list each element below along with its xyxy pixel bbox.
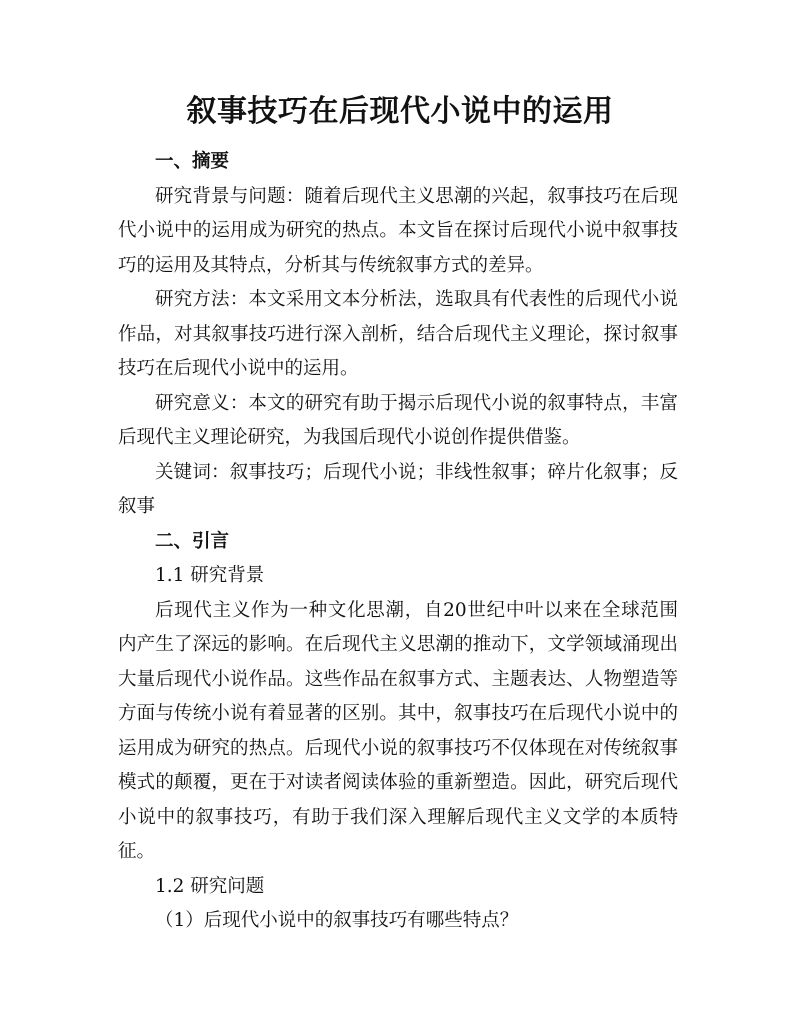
research-questions-heading: 1.2 研究问题 <box>155 875 265 897</box>
abstract-background-paragraph: 研究背景与问题：随着后现代主义思潮的兴起，叙事技巧在后现代小说中的运用成为研究的热点。本文旨在探讨后现代小说中叙事技巧的运用及其特点，分析其与传统叙事方式的差异。 <box>118 185 678 276</box>
research-background-paragraph: 后现代主义作为一种文化思潮，自20世纪中叶以来在全球范围内产生了深远的影响。在后现代主义思潮的推动下，文学领域涌现出大量后现代小说作品。这些作品在叙事方式、主题表达、人物塑造等方面与传统小说有着显著的区别。其中，叙事技巧在后现代小说中的运用成为研究的热点。后现代小说的叙事技巧不仅体现在对传统叙事模式的颠覆，更在于对读者阅读体验的重新塑造。因此，研究后现代小说中的叙事技巧，有助于我们深入理解后现代主义文学的本质特征。 <box>118 599 678 862</box>
abstract-keywords: 关键词：叙事技巧；后现代小说；非线性叙事；碎片化叙事；反叙事 <box>118 461 678 517</box>
introduction-heading: 二、引言 <box>155 530 230 552</box>
abstract-heading: 一、摘要 <box>155 151 230 172</box>
document-body <box>118 145 678 939</box>
abstract-method-paragraph: 研究方法：本文采用文本分析法，选取具有代表性的后现代小说作品，对其叙事技巧进行深入剖析，结合后现代主义理论，探讨叙事技巧在后现代小说中的运用。 <box>118 289 678 379</box>
research-question-item: （1）后现代小说中的叙事技巧有哪些特点？ <box>155 910 519 931</box>
document-title: 叙事技巧在后现代小说中的运用 <box>186 94 614 129</box>
abstract-significance-paragraph: 研究意义：本文的研究有助于揭示后现代小说的叙事特点，丰富后现代主义理论研究，为我国后现代小说创作提供借鉴。 <box>118 392 678 448</box>
research-background-heading: 1.1 研究背景 <box>155 565 265 586</box>
